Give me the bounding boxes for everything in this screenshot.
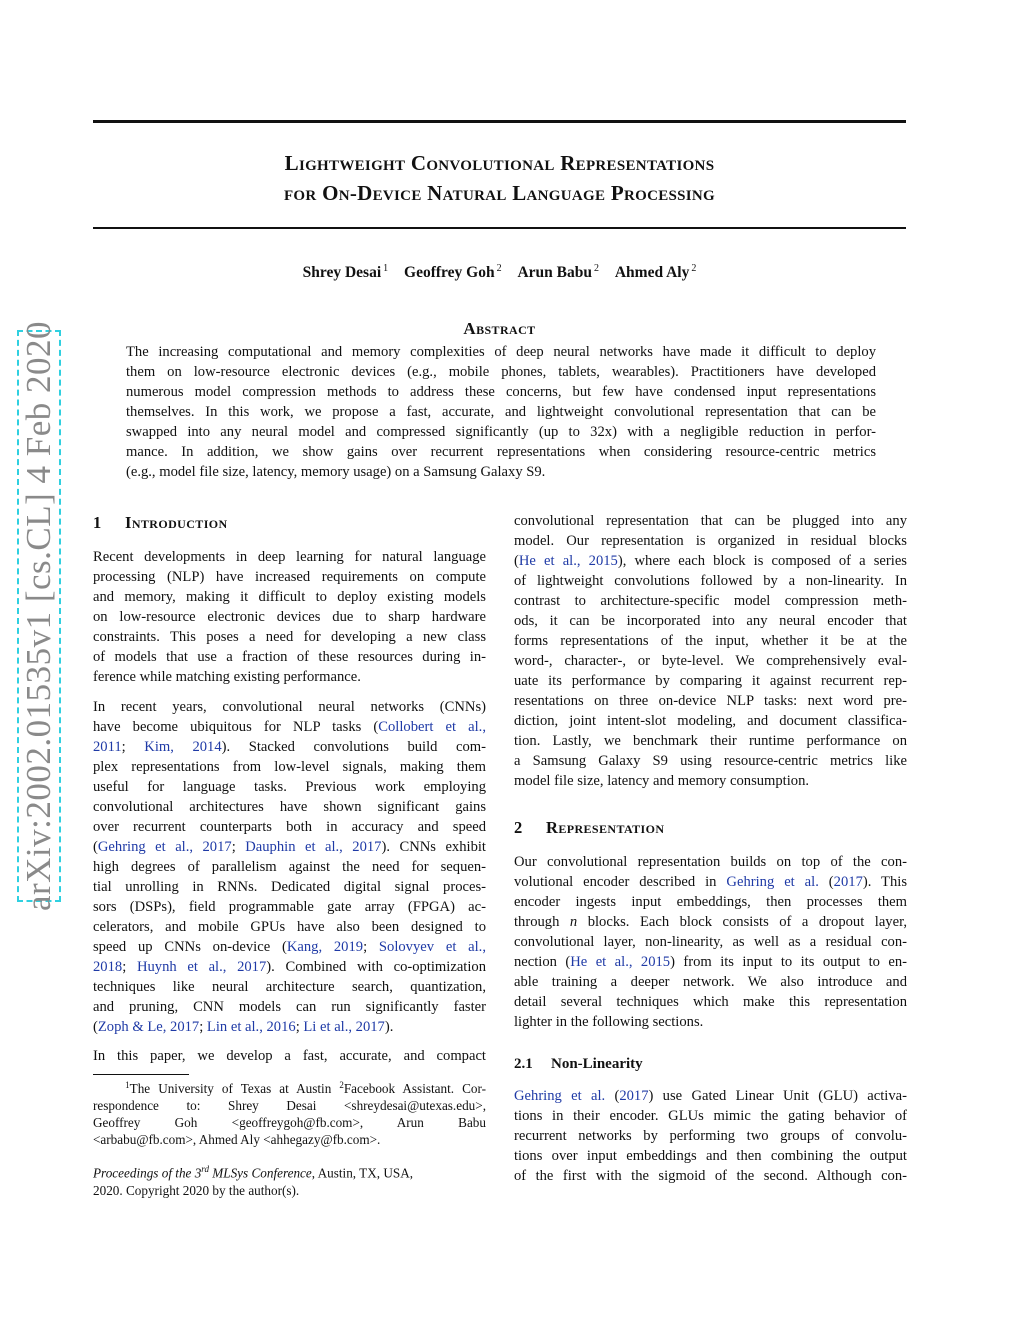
subsection-heading-nonlinearity: 2.1 Non-Linearity xyxy=(514,1056,643,1072)
author-list xyxy=(93,263,906,282)
nonlinearity-paragraph: Gehring et al. (2017) use Gated Linear Unit (GLU) activa- tions in their encoder. GLUs mimic the gating behavior of recurrent networks by performing two groups of convolu- tions over input embeddings and then combining the output of the first with the sigmoid of the second. Although con- xyxy=(514,1088,907,1184)
arxiv-stamp[interactable] xyxy=(17,320,61,912)
citation-link[interactable]: 2011 xyxy=(93,739,122,755)
intro-paragraph-2: In recent years, convolutional neural networks (CNNs) have become ubiquitous for NLP tasks (Collobert et al., 2011; Kim, 2014). Stacked convolutions build com- plex representations from low-level signals, making them useful for language tasks. Previous work employing convolutional architectures have shown significant gains over recurrent counterparts both in accuracy and speed (Gehring et al., 2017; Dauphin et al., 2017). CNNs exhibit high degrees of parallelism against the need for sequen- tial unrolling in RNNs. Dedicated digital signal proces- sors (DSPs), field programmable gate array (FPGA) ac- celerators, and mobile GPUs have also been designed to speed up CNNs on-device (Kang, 2019; Solovyev et al., 2018; Huynh et al., 2017). Combined with co-optimization techniques like neural architecture search, quantization, and pruning, CNN models can run significantly faster (Zoph & Le, 2017; Lin et al., 2016; Li et al., 2017). xyxy=(93,699,487,1035)
representation-paragraph: Our convolutional representation builds on top of the con- volutional encoder described in Gehring et al. (2017). This encoder ingests input embeddings, then processes them through n blocks. Each block consists of a dropout layer, convolutional layer, non-linearity, as well as a residual con- nection (He et al., 2015) from its input to its output to en- able training a deeper network. We also introduce and detail several techniques which make this representation lighter in the following sections. xyxy=(514,854,907,1030)
intro-paragraph-3: In this paper, we develop a fast, accurate, and compact xyxy=(93,1048,486,1064)
title-line-1: Lightweight Convolutional Representations xyxy=(284,151,715,175)
footnote-rule xyxy=(93,1074,189,1075)
citation-link[interactable]: He et al., 2015 xyxy=(518,553,618,569)
left-column xyxy=(93,510,486,1066)
citation-link[interactable]: He et al., 2015 xyxy=(570,954,671,970)
abstract-line: swapped into any neural model and compressed significantly (up to 32x) with a negligible reduction in perfor- xyxy=(126,424,876,440)
section-heading-representation: 2 Representation xyxy=(514,818,665,837)
abstract-body xyxy=(126,342,876,482)
citation-link[interactable]: Gehring et al. xyxy=(514,1088,606,1104)
citation-link[interactable]: Zoph & Le, 2017 xyxy=(97,1019,200,1035)
abstract-line: them on low-resource electronic devices (e.g., mobile phones, tablets, wearables). Practitioners have developed xyxy=(126,364,876,380)
proceedings-note: Proceedings of the 3rd MLSys Conference, Austin, TX, USA, 2020. Copyright 2020 by the author(s). xyxy=(93,1164,414,1199)
title-line-2: for On-Device Natural Language Processing xyxy=(283,181,716,205)
citation-link[interactable]: 2017 xyxy=(833,874,863,890)
section-heading-introduction: 1 Introduction xyxy=(93,513,228,532)
citation-link[interactable]: Solovyev et al., xyxy=(378,939,486,955)
intro-continuation: convolutional representation that can be plugged into any model. Our representation is organized in residual blocks (He et al., 2015), where each block is composed of a series of lightweight convolutions followed by a non-linearity. In contrast to architecture-specific model compression meth- ods, it can be incorporated into any neural encoder that forms representations of the input, whether it be at the word-, character-, or byte-level. We comprehensively eval- uate its performance by comparing it against recurrent rep- resentations on three on-device NLP tasks: next word pre- diction, joint intent-slot modeling, and document classifica- tion. Lastly, we benchmark their runtime performance on a Samsung Galaxy S9 using resource-centric metrics like model file size, latency and memory consumption. xyxy=(514,513,907,789)
citation-link[interactable]: Huynh et al., 2017 xyxy=(136,959,267,975)
title-rule-top xyxy=(93,120,906,123)
author: Arun Babu $^2$ xyxy=(517,263,599,281)
title-rule-bottom xyxy=(93,227,906,229)
right-column xyxy=(514,511,907,1186)
citation-link[interactable]: Gehring et al., 2017 xyxy=(97,839,232,855)
arxiv-stamp-text: arXiv:2002.01535v1 [cs.CL] 4 Feb 2020 xyxy=(19,320,58,912)
citation-link[interactable]: Lin et al., 2016 xyxy=(206,1019,296,1035)
paper-title xyxy=(93,148,906,208)
citation-link[interactable]: Gehring et al. xyxy=(726,874,819,890)
abstract-line: mance. In addition, we show gains over recurrent representations when considering resource-centric metrics xyxy=(126,444,876,460)
abstract-heading: Abstract xyxy=(463,319,536,338)
author: Ahmed Aly $^2$ xyxy=(614,263,697,281)
citation-link[interactable]: Kang, 2019 xyxy=(286,939,364,955)
citation-link[interactable]: 2017 xyxy=(619,1088,649,1104)
citation-link[interactable]: Dauphin et al., 2017 xyxy=(245,839,382,855)
citation-link[interactable]: Li et al., 2017 xyxy=(303,1019,385,1035)
abstract-line: themselves. In this work, we propose a fast, accurate, and lightweight convolutional representation that can be xyxy=(126,404,876,420)
intro-paragraph-1: Recent developments in deep learning for natural language processing (NLP) have increased requirements on compute and memory, making it difficult to deploy existing models on low-resource electronic devices due to sharp hardware constraints. This poses a need for developing a new class of models that use a fraction of these resources during in- ference while matching existing performance. xyxy=(93,549,486,685)
affiliation-footnote: $^1$The University of Texas at Austin $^2$Facebook Assistant. Cor- respondence to: Shrey Desai <shreydesai@utexas.edu>, Geoffrey Goh <geoffreygoh@fb.com>, Arun Babu <arbabu@fb.com>, Ahmed Aly <ahhegazy@fb.com>. xyxy=(93,1080,487,1147)
citation-link[interactable]: Collobert et al., xyxy=(378,719,486,735)
citation-link[interactable]: Kim, 2014 xyxy=(144,739,222,755)
citation-link[interactable]: 2018 xyxy=(93,959,123,975)
author: Shrey Desai $^1$ xyxy=(302,263,389,281)
abstract-line: The increasing computational and memory complexities of deep neural networks have made it difficult to deploy xyxy=(126,344,876,360)
abstract-line: (e.g., model file size, latency, memory usage) on a Samsung Galaxy S9. xyxy=(126,464,546,480)
author: Geoffrey Goh $^2$ xyxy=(404,263,502,281)
abstract-line: numerous model compression methods to address these concerns, but few have condensed input representations xyxy=(126,384,876,400)
